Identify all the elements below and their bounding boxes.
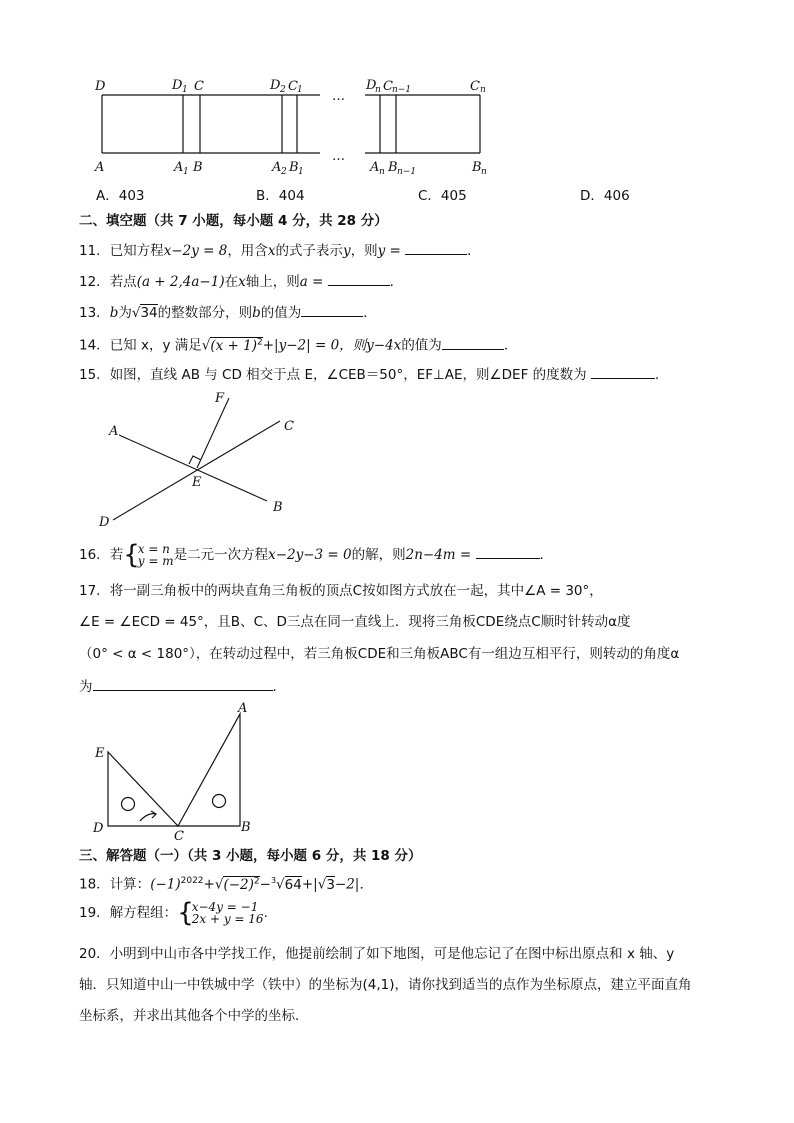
answer-blank-11 <box>405 240 467 255</box>
fig17-label-B: B <box>241 820 251 835</box>
label-D1: D <box>172 78 183 93</box>
question-15: 15．如图，直线 AB 与 CD 相交于点 E，∠CEB＝50°，EF⊥AE，则∠DEF 的度数为 ． <box>79 364 668 384</box>
svg-text:n−1: n−1 <box>392 85 412 95</box>
fig15-label-D: D <box>99 515 110 530</box>
fig17-label-C: C <box>174 829 184 844</box>
option-a: A．403 <box>96 188 145 204</box>
svg-text:2: 2 <box>280 85 286 95</box>
question-19: 19．解方程组：{ x−4y = −1 2x + y = 16 . <box>79 898 268 928</box>
question-17-line2: ∠E = ∠ECD = 45°，且B、C、D三点在同一直线上．现将三角板CDE绕点C顺时针转动α度 <box>79 614 631 630</box>
svg-text:n: n <box>379 167 385 177</box>
svg-text:2: 2 <box>281 167 287 177</box>
fig15-label-F: F <box>215 391 225 406</box>
label-Bn1: B <box>388 160 398 175</box>
fig15-label-C: C <box>284 419 294 434</box>
question-17-line1: 17．将一副三角板中的两块直角三角板的顶点C按如图方式放在一起，其中∠A = 30°， <box>79 583 603 599</box>
dots-top: … <box>332 89 345 104</box>
label-C1: C <box>288 79 298 94</box>
fig17-label-E: E <box>95 746 105 761</box>
answer-blank-14 <box>442 335 504 350</box>
label-Cn: C <box>470 79 480 94</box>
question-17-line3: （0° < α < 180°），在转动过程中，若三角板CDE和三角板ABC有一组边互相平行，则转动的角度α <box>79 646 680 662</box>
svg-text:1: 1 <box>183 167 189 177</box>
fig15-label-B: B <box>273 500 283 515</box>
label-C: C <box>194 79 204 94</box>
label-Dn: D <box>366 78 377 93</box>
answer-blank-13 <box>301 302 363 317</box>
answer-blank-15 <box>591 364 655 379</box>
question-11: 11．已知方程x−2y = 8，用含x的式子表示y，则y = ． <box>79 240 481 260</box>
label-B1: B <box>289 160 299 175</box>
label-D2: D <box>270 78 281 93</box>
option-b: B．404 <box>256 188 305 204</box>
question-13: 13．b为√34的整数部分，则b的值为 ． <box>79 302 377 322</box>
svg-text:1: 1 <box>297 85 303 95</box>
question-20-line2: 轴．只知道中山一中铁城中学（铁中）的坐标为(4,1)，请你找到适当的点作为坐标原点，建立平面直角 <box>79 977 692 993</box>
answer-blank-16 <box>476 544 540 559</box>
label-An: A <box>370 160 380 175</box>
svg-text:n: n <box>480 85 486 95</box>
triangle-boards-figure <box>88 700 263 845</box>
question-12: 12．若点(a + 2,4a−1)在x轴上，则a = ． <box>79 271 403 291</box>
section2-title: 二、填空题（共 7 小题，每小题 4 分，共 28 分） <box>79 213 388 229</box>
intersecting-lines-figure <box>95 388 310 533</box>
dots-bottom: … <box>332 149 345 164</box>
label-Bn: B <box>472 160 482 175</box>
label-D: D <box>95 79 106 94</box>
option-d: D．406 <box>580 188 630 204</box>
option-c: C．405 <box>418 188 467 204</box>
rectangles-figure <box>90 74 510 180</box>
label-Cn1: C <box>383 79 393 94</box>
question-17-line4: 为 ． <box>79 676 286 696</box>
svg-text:1: 1 <box>298 167 304 177</box>
label-B: B <box>193 160 203 175</box>
label-A: A <box>95 160 105 175</box>
question-20-line3: 坐标系，并求出其他各个中学的坐标． <box>79 1008 309 1024</box>
svg-text:n: n <box>481 167 487 177</box>
section3-title: 三、解答题（一）（共 3 小题，每小题 6 分，共 18 分） <box>79 848 422 864</box>
svg-text:1: 1 <box>182 85 188 95</box>
fig17-label-D: D <box>93 821 104 836</box>
svg-text:n−1: n−1 <box>397 167 417 177</box>
svg-text:n: n <box>375 85 381 95</box>
answer-blank-12 <box>328 271 390 286</box>
question-18: 18．计算：$(-1)^{2022}+√(-2)^2-^3√64+|√3-2|$． <box>79 876 373 893</box>
fig17-label-A: A <box>238 701 248 716</box>
question-20-line1: 20．小明到中山市各中学找工作，他提前绘制了如下地图，可是他忘记了在图中标出原点和 x 轴、y <box>79 946 675 962</box>
question-16: 16．若{ x = n y = m 是二元一次方程x−2y−3 = 0的解，则2n−4m = ． <box>79 540 553 570</box>
fig15-label-E: E <box>192 475 202 490</box>
question-14: 14．已知 x，y 满足$√(x + 1)^2+|y-2| = 0$，则y−4x的值为 ． <box>79 333 517 355</box>
fig15-label-A: A <box>109 424 119 439</box>
answer-blank-17 <box>93 676 273 691</box>
label-A1: A <box>174 160 184 175</box>
label-A2: A <box>272 160 282 175</box>
